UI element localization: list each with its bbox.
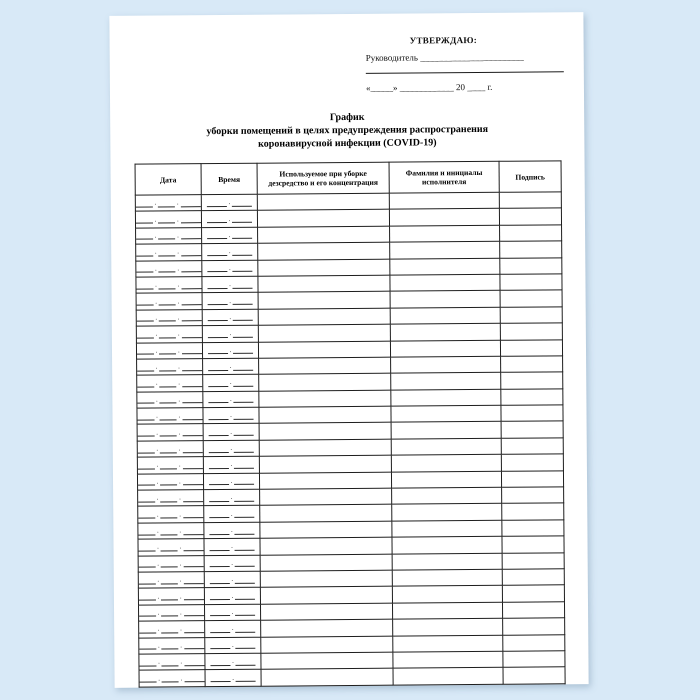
- cell-signature[interactable]: [502, 503, 564, 520]
- cell-date[interactable]: . .: [138, 522, 204, 539]
- cell-executor[interactable]: [393, 635, 503, 652]
- cell-executor[interactable]: [393, 651, 503, 668]
- cell-executor[interactable]: [391, 438, 501, 455]
- cell-time[interactable]: .: [202, 243, 258, 260]
- cell-executor[interactable]: [391, 471, 501, 488]
- cell-executor[interactable]: [390, 225, 500, 242]
- cell-disinfectant[interactable]: [259, 390, 391, 407]
- cell-executor[interactable]: [392, 504, 502, 521]
- cell-executor[interactable]: [391, 356, 501, 373]
- cell-signature[interactable]: [501, 470, 563, 487]
- cell-date[interactable]: . .: [135, 211, 201, 228]
- cell-disinfectant[interactable]: [257, 210, 389, 227]
- cell-disinfectant[interactable]: [258, 226, 390, 243]
- cell-time[interactable]: .: [202, 227, 258, 244]
- approval-title: УТВЕРЖДАЮ:: [409, 34, 478, 46]
- cell-date[interactable]: . .: [136, 342, 202, 359]
- cell-signature[interactable]: [502, 487, 564, 504]
- table-body: [135, 192, 565, 687]
- cell-disinfectant[interactable]: [259, 373, 391, 390]
- table-row: [139, 667, 565, 687]
- cell-executor[interactable]: [390, 323, 500, 340]
- cell-date[interactable]: . .: [137, 457, 203, 474]
- cell-disinfectant[interactable]: [260, 537, 392, 554]
- cell-date[interactable]: . .: [139, 670, 205, 687]
- column-header-disinfectant: Используемое при уборке дезсредство и его концентрация: [257, 162, 389, 194]
- cell-time[interactable]: .: [202, 342, 258, 359]
- approval-rule: [366, 70, 564, 74]
- cell-signature[interactable]: [500, 274, 562, 291]
- cell-time[interactable]: .: [202, 276, 258, 293]
- cell-date[interactable]: . .: [138, 588, 204, 605]
- column-header-executor: Фамилия и инициалы исполнителя: [389, 161, 499, 193]
- cell-disinfectant[interactable]: [260, 554, 392, 571]
- cell-signature[interactable]: [502, 520, 564, 537]
- cell-disinfectant[interactable]: [257, 193, 389, 210]
- page-title: [134, 109, 560, 151]
- approval-head-line: Руководитель _______________________: [365, 51, 524, 63]
- cell-date[interactable]: . .: [136, 277, 202, 294]
- cell-time[interactable]: .: [203, 407, 259, 424]
- cell-time[interactable]: .: [203, 375, 259, 392]
- cell-time[interactable]: .: [203, 424, 259, 441]
- cell-date[interactable]: . .: [139, 654, 205, 671]
- page-title-line2: уборки помещений в целях предупреждения распространения: [206, 123, 489, 138]
- cell-disinfectant[interactable]: [260, 488, 392, 505]
- document-page: [109, 12, 588, 688]
- cell-signature[interactable]: [501, 389, 563, 406]
- cell-executor[interactable]: [392, 553, 502, 570]
- cell-date[interactable]: . .: [136, 227, 202, 244]
- cell-disinfectant[interactable]: [259, 439, 391, 456]
- cell-signature[interactable]: [501, 356, 563, 373]
- cell-date[interactable]: . .: [136, 244, 202, 261]
- cell-signature[interactable]: [501, 438, 563, 455]
- cell-date[interactable]: . .: [138, 539, 204, 556]
- cell-date[interactable]: . .: [137, 441, 203, 458]
- cell-executor[interactable]: [392, 569, 502, 586]
- cell-date[interactable]: . .: [137, 375, 203, 392]
- cell-disinfectant[interactable]: [258, 341, 390, 358]
- cell-executor[interactable]: [392, 487, 502, 504]
- cell-date[interactable]: . .: [139, 621, 205, 638]
- cell-signature[interactable]: [499, 192, 561, 209]
- cell-time[interactable]: .: [202, 293, 258, 310]
- cell-signature[interactable]: [500, 323, 562, 340]
- cell-time[interactable]: .: [204, 588, 260, 605]
- cell-date[interactable]: . .: [136, 293, 202, 310]
- cell-signature[interactable]: [502, 536, 564, 553]
- cell-date[interactable]: . .: [136, 260, 202, 277]
- cell-time[interactable]: .: [203, 358, 259, 375]
- cell-date[interactable]: . .: [136, 326, 202, 343]
- cell-date[interactable]: . .: [138, 506, 204, 523]
- cell-signature[interactable]: [501, 454, 563, 471]
- cell-time[interactable]: .: [204, 538, 260, 555]
- cell-disinfectant[interactable]: [259, 423, 391, 440]
- cell-time[interactable]: .: [205, 620, 261, 637]
- cell-time[interactable]: .: [204, 571, 260, 588]
- cell-signature[interactable]: [500, 257, 562, 274]
- cell-signature[interactable]: [502, 569, 564, 586]
- cell-signature[interactable]: [499, 208, 561, 225]
- cell-time[interactable]: .: [202, 309, 258, 326]
- cell-signature[interactable]: [500, 225, 562, 242]
- cell-signature[interactable]: [502, 552, 564, 569]
- cell-disinfectant[interactable]: [260, 587, 392, 604]
- cell-time[interactable]: .: [205, 637, 261, 654]
- table-header: [135, 161, 561, 195]
- cell-executor[interactable]: [390, 307, 500, 324]
- cell-signature[interactable]: [502, 585, 564, 602]
- cell-signature[interactable]: [500, 307, 562, 324]
- cell-disinfectant[interactable]: [260, 603, 392, 620]
- cell-executor[interactable]: [390, 291, 500, 308]
- cell-signature[interactable]: [500, 241, 562, 258]
- cell-time[interactable]: .: [201, 194, 257, 211]
- cell-date[interactable]: . .: [136, 309, 202, 326]
- cell-signature[interactable]: [502, 602, 564, 619]
- cell-time[interactable]: .: [201, 211, 257, 228]
- cell-executor[interactable]: [393, 668, 503, 685]
- cell-executor[interactable]: [393, 618, 503, 635]
- cell-disinfectant[interactable]: [260, 505, 392, 522]
- cell-executor[interactable]: [392, 537, 502, 554]
- cell-disinfectant[interactable]: [261, 668, 393, 685]
- cell-signature[interactable]: [500, 339, 562, 356]
- cell-executor[interactable]: [392, 586, 502, 603]
- cell-time[interactable]: .: [205, 670, 261, 687]
- cell-executor[interactable]: [391, 455, 501, 472]
- cell-disinfectant[interactable]: [259, 406, 391, 423]
- cell-time[interactable]: .: [204, 506, 260, 523]
- cell-time[interactable]: .: [203, 391, 259, 408]
- cell-executor[interactable]: [389, 192, 499, 209]
- cell-executor[interactable]: [392, 520, 502, 537]
- column-header-time: Время: [201, 163, 257, 194]
- cell-executor[interactable]: [390, 340, 500, 357]
- cell-disinfectant[interactable]: [258, 308, 390, 325]
- cell-time[interactable]: .: [204, 604, 260, 621]
- cell-disinfectant[interactable]: [259, 472, 391, 489]
- cell-executor[interactable]: [390, 241, 500, 258]
- cell-signature[interactable]: [503, 634, 565, 651]
- cell-time[interactable]: .: [203, 456, 259, 473]
- cell-disinfectant[interactable]: [258, 292, 390, 309]
- cell-date[interactable]: . .: [138, 490, 204, 507]
- cell-signature[interactable]: [500, 290, 562, 307]
- page-title-line3: коронавирусной инфекции (COVID-19): [258, 137, 437, 150]
- cell-time[interactable]: .: [202, 325, 258, 342]
- cell-time[interactable]: .: [203, 473, 259, 490]
- cell-date[interactable]: . .: [138, 572, 204, 589]
- cell-disinfectant[interactable]: [259, 455, 391, 472]
- cell-executor[interactable]: [391, 373, 501, 390]
- page-title-line1: График: [329, 111, 365, 124]
- column-header-date: Дата: [135, 164, 201, 196]
- cell-disinfectant[interactable]: [258, 324, 390, 341]
- cell-time[interactable]: .: [202, 260, 258, 277]
- cell-time[interactable]: .: [203, 440, 259, 457]
- cell-date[interactable]: . .: [137, 473, 203, 490]
- cell-date[interactable]: . .: [137, 391, 203, 408]
- cell-executor[interactable]: [392, 602, 502, 619]
- cell-executor[interactable]: [389, 209, 499, 226]
- cell-signature[interactable]: [503, 651, 565, 668]
- cell-time[interactable]: .: [204, 555, 260, 572]
- cell-date[interactable]: . .: [139, 637, 205, 654]
- cell-disinfectant[interactable]: [259, 357, 391, 374]
- cell-disinfectant[interactable]: [261, 636, 393, 653]
- cell-signature[interactable]: [501, 405, 563, 422]
- cleaning-schedule-table: [135, 160, 566, 687]
- cell-executor[interactable]: [391, 422, 501, 439]
- cell-time[interactable]: .: [205, 653, 261, 670]
- column-header-signature: Подпись: [499, 161, 561, 192]
- cell-executor[interactable]: [391, 389, 501, 406]
- cell-signature[interactable]: [501, 372, 563, 389]
- cell-disinfectant[interactable]: [260, 570, 392, 587]
- cell-date[interactable]: . .: [137, 424, 203, 441]
- cell-executor[interactable]: [391, 405, 501, 422]
- cell-time[interactable]: .: [204, 489, 260, 506]
- cell-signature[interactable]: [503, 618, 565, 635]
- cell-signature[interactable]: [503, 667, 565, 684]
- cell-date[interactable]: . .: [138, 604, 204, 621]
- cell-disinfectant[interactable]: [261, 652, 393, 669]
- cell-date[interactable]: . .: [135, 195, 201, 212]
- cell-date[interactable]: . .: [137, 408, 203, 425]
- approval-block: [366, 34, 566, 93]
- table-header-row: [135, 161, 561, 195]
- cell-disinfectant[interactable]: [258, 242, 390, 259]
- cell-executor[interactable]: [390, 274, 500, 291]
- cell-signature[interactable]: [501, 421, 563, 438]
- cell-date[interactable]: . .: [137, 359, 203, 376]
- cell-disinfectant[interactable]: [258, 275, 390, 292]
- cell-disinfectant[interactable]: [260, 521, 392, 538]
- cell-disinfectant[interactable]: [258, 259, 390, 276]
- cell-disinfectant[interactable]: [261, 619, 393, 636]
- cell-executor[interactable]: [390, 258, 500, 275]
- cell-time[interactable]: .: [204, 522, 260, 539]
- approval-date-line: «_____» ____________ 20 ____ г.: [365, 81, 493, 93]
- cell-date[interactable]: . .: [138, 555, 204, 572]
